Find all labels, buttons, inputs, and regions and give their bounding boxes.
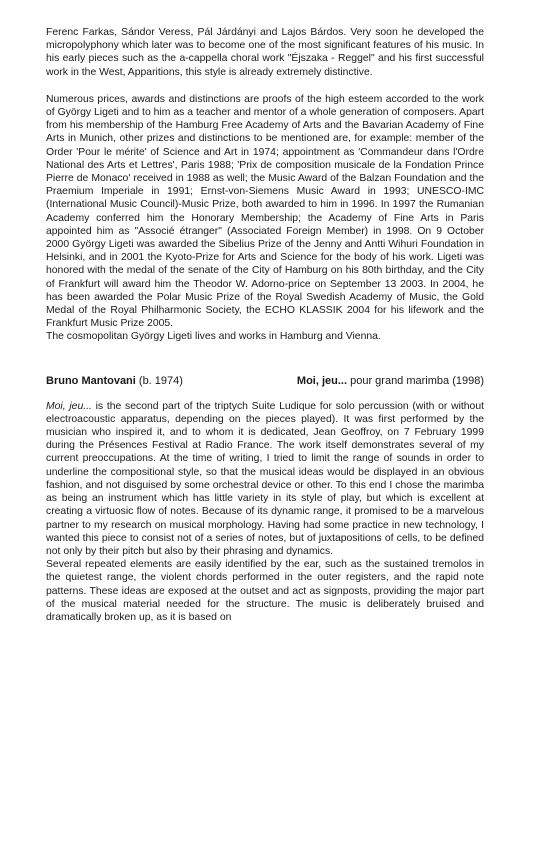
work-title: Moi, jeu... xyxy=(296,374,348,387)
mantovani-paragraph-1-text: is the second part of the triptych Suite Ludique for solo percussion (with or without electroacoustic apparatus, depending on the pieces played). It was first performed by the musician who inspired it, and to whom it is dedicated, Jean Geoffroy, on 7 February 1999 during the Présences Festival at Radio France. The work itself demonstrates several of my current preoccupations. At the time of writing, I tried to limit the range of sounds in order to underline the compositional style, so that the musical ideas would be displayed in an obvious fashion, and not disguised by some orchestral device or other. To this end I chose the marimba as being an instrument which has little variety in its style of play, but which is excellent at creating a virtuosic flow of notes. Because of its dynamic range, it promised to be a marvelous partner to my research on musical morphology. Having had some practice in new technology, I wanted this piece to consist not of a series of notes, but of juxtapositions of cells, to be defined not only by their pitch but also by their phrasing and dynamics. xyxy=(46,400,484,557)
inline-work-title: Moi, jeu... xyxy=(46,400,92,412)
mantovani-heading xyxy=(46,374,484,388)
ligeti-paragraph-2: Numerous prices, awards and distinctions are proofs of the high esteem accorded to the work of György Ligeti and to him as a teacher and mentor of a whole generation of composers. Apart from his membership of the Hamburg Free Academy of Arts and the Bavarian Academy of Fine Arts in Munich, other prizes and distinctions to be mentioned are, for example: member of the Order 'Pour le mérite' of Science and Art in 1974; appointment as 'Commandeur dans l'Ordre National des Arts et Lettres', Paris 1988; 'Prix de composition musicale de la Fondation Prince Pierre de Monaco' received in 1988 as well; the Music Award of the Balzan Foundation and the Praemium Imperiale in 1991; Ernst-von-Siemens Music Award in 1993; UNESCO-IMC (International Music Council)-Music Prize, both awarded to him in 1996. In 1997 the Rumanian Academy conferred him the Honorary Membership; the Academy of Fine Arts in Paris appointed him as "Associé étranger" (Associated Foreign Member) in 1998. On 9 October 2000 György Ligeti was awarded the Sibelius Prize of the Jenny and Antti Wihuri Foundation in Helsinki, and in 2001 the Kyoto-Prize for Arts and Science for the body of his work. Ligeti was honored with the medal of the senate of the City of Hamburg on his 80th birthday, and the City of Frankfurt will award him the Theodor W. Adorno-price on September 13 2003. In 2004, he has been awarded the Polar Music Prize of the Royal Swedish Academy of Music, the Gold Medal of the Royal Philharmonic Society, the ECHO KLASSIK 2004 for his lifework and the Frankfurt Music Prize 2005. xyxy=(46,93,484,330)
composer-dates: (b. 1974) xyxy=(138,374,183,387)
ligeti-paragraph-1: Ferenc Farkas, Sándor Veress, Pál Járdányi and Lajos Bárdos. Very soon he developed the micropolyphony which later was to become one of the most significant features of his music. In his early pieces such as the a-cappella choral work "Éjszaka - Reggel" and his first successful work in the West, Apparitions, this style is already extremely distinctive. xyxy=(46,27,484,78)
mantovani-paragraph-2: Several repeated elements are easily identified by the ear, such as the sustained tremolos in the quietest range, the violent chords performed in the outer registers, and the rapid note patterns. These ideas are exposed at the outset and act as signposts, providing the major part of the musical material needed for the structure. The music is deliberately bruised and dramatically broken up, as it is based on xyxy=(46,559,484,623)
work-line xyxy=(297,374,484,388)
composer-name: Bruno Mantovani xyxy=(46,374,136,387)
mantovani-paragraph-1 xyxy=(46,400,484,558)
composer-line xyxy=(46,374,183,388)
ligeti-paragraph-3: The cosmopolitan György Ligeti lives and works in Hamburg and Vienna. xyxy=(46,331,381,343)
work-subtitle: pour grand marimba (1998) xyxy=(350,374,484,387)
